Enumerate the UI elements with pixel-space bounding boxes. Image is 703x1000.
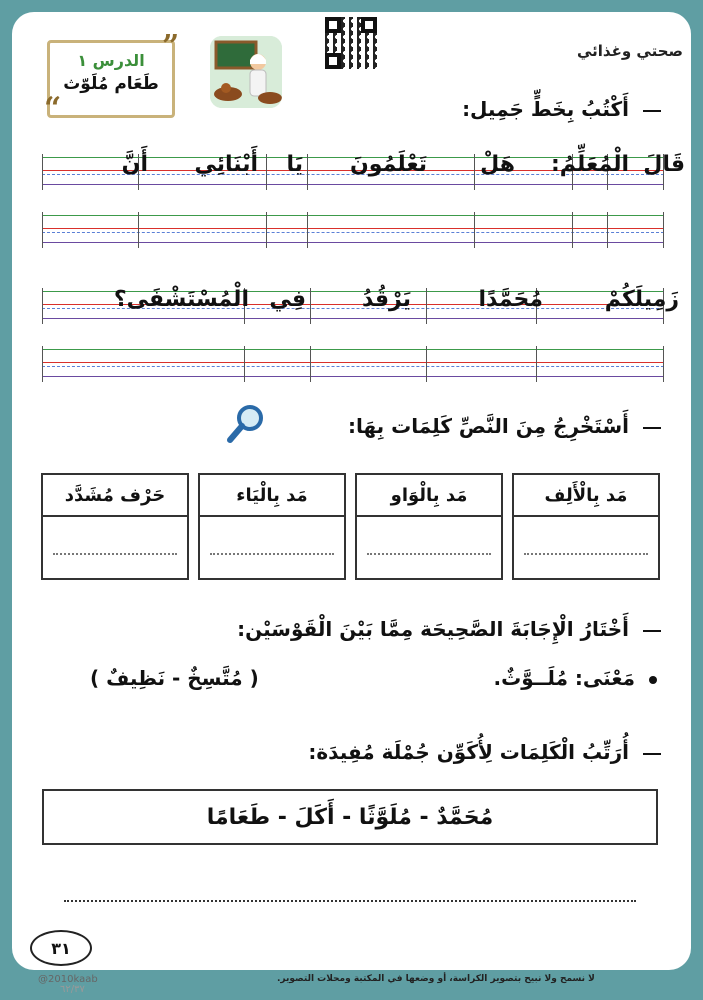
choose-question: مَعْنَى: مُلَــوَّثٌ. xyxy=(494,666,657,690)
page-number: ٣١ xyxy=(30,930,92,966)
word-line2-4: فِي xyxy=(269,287,306,312)
word-line2-1: زَمِيلَكُمْ xyxy=(604,287,679,312)
word-line1-3: هَلْ xyxy=(480,152,515,177)
quote-mark-icon: ” xyxy=(162,29,180,64)
word-line1-1: قَالَ xyxy=(643,152,685,177)
extract-card-alif: مَد بِالْأَلِف xyxy=(512,473,660,580)
writing-lines-row xyxy=(42,212,664,248)
word-line2-3: يَرْقُدُ xyxy=(361,287,411,312)
lesson-label-box xyxy=(47,40,175,118)
lesson-title: طَعَام مُلَوّث xyxy=(63,74,159,94)
word-line1-7: أَنَّ xyxy=(121,152,148,177)
word-line1-6: أَبْنَائِي xyxy=(194,152,258,177)
answer-dotted-line[interactable] xyxy=(53,553,177,555)
answer-dotted-line[interactable] xyxy=(210,553,334,555)
qr-code-icon xyxy=(325,17,377,69)
teacher-illustration xyxy=(210,36,282,108)
word-line2-5: الْمُسْتَشْفَى؟ xyxy=(113,287,249,312)
quote-mark-icon: “ xyxy=(44,91,62,126)
extract-card-ya: مَد بِالْيَاء xyxy=(198,473,346,580)
arrange-words-box: مُحَمَّدٌ - مُلَوَّثًا - أَكَلَ - طَعَامًا xyxy=(42,789,658,845)
section-choose-title: أَخْتَارُ الْإِجَابَةَ الصَّحِيحَة مِمَّا بَيْنَ الْقَوْسَيْن: xyxy=(237,617,661,641)
answer-writing-line[interactable] xyxy=(64,900,636,902)
lesson-number: الدرس ١ xyxy=(77,51,145,70)
unit-title: صحتي وغذائي xyxy=(576,42,683,60)
answer-dotted-line[interactable] xyxy=(524,553,648,555)
word-line1-2: الْمُعَلِّمُ: xyxy=(551,152,629,177)
word-line1-5: يَا xyxy=(286,152,303,177)
answer-dotted-line[interactable] xyxy=(367,553,491,555)
extract-card-shadda: حَرْف مُشَدَّد xyxy=(41,473,189,580)
choose-options[interactable]: ( مُتَّسِخٌ - نَظِيفٌ ) xyxy=(90,666,259,690)
bullet-icon xyxy=(649,676,657,684)
section-write-title: أَكْتُبُ بِخَطٍّ جَمِيل: xyxy=(462,97,661,121)
copyright-notice: لا نسمح ولا نبيح بتصوير الكراسة، أو وضعها في المكتبة ومحلات التصوير. xyxy=(277,974,595,984)
writing-lines-row xyxy=(42,346,664,382)
credit-handle: @2010kaab xyxy=(38,974,98,985)
extract-card-waw: مَد بِالْوَاو xyxy=(355,473,503,580)
section-arrange-title: أُرَتِّبُ الْكَلِمَات لِأُكَوِّن جُمْلَة مُفِيدَة: xyxy=(308,740,661,764)
page-code: ٦٢/٣٧ xyxy=(60,984,85,995)
word-line1-4: تَعْلَمُونَ xyxy=(350,152,427,177)
section-extract-title: أَسْتَخْرِجُ مِنَ النَّصِّ كَلِمَات بِهَا: xyxy=(348,414,661,438)
magnifier-icon xyxy=(224,402,268,450)
word-line2-2: مُحَمَّدًا xyxy=(478,287,543,312)
